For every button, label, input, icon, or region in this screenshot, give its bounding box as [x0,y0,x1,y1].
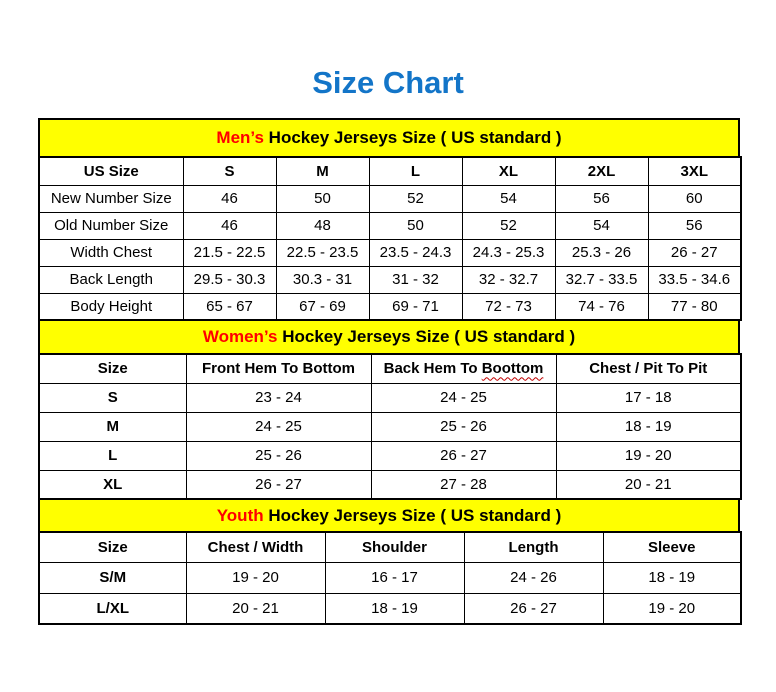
header-cell: Front Hem To Bottom [186,354,371,383]
mens-size-table [38,156,742,321]
header-row [39,532,741,562]
data-cell: 26 - 27 [186,470,371,499]
section-title-text: Hockey Jerseys Size ( US standard ) [277,327,576,346]
header-cell: XL [462,157,555,185]
data-cell: 50 [276,185,369,212]
data-cell: 52 [369,185,462,212]
data-cell: 25 - 26 [371,412,556,441]
page-title: Size Chart [312,65,464,100]
data-cell: 26 - 27 [371,441,556,470]
row-label-cell: L [39,441,186,470]
table-row [39,185,741,212]
data-cell: 46 [183,185,276,212]
data-cell: 50 [369,212,462,239]
data-cell: 19 - 20 [186,562,325,593]
header-cell: Size [39,532,186,562]
data-cell: 32 - 32.7 [462,266,555,293]
table-row [39,562,741,593]
data-cell: 22.5 - 23.5 [276,239,369,266]
header-row [39,157,741,185]
table-row [39,593,741,624]
data-cell: 19 - 20 [556,441,741,470]
data-cell: 27 - 28 [371,470,556,499]
table-row [39,441,741,470]
row-label-cell: Body Height [39,293,183,320]
header-cell: 2XL [555,157,648,185]
data-cell: 48 [276,212,369,239]
youth-size-table [38,531,742,625]
data-cell: 74 - 76 [555,293,648,320]
data-cell: 18 - 19 [325,593,464,624]
misspelled-word: Boottom [481,360,544,378]
row-label-cell: Old Number Size [39,212,183,239]
table-row [39,293,741,320]
data-cell: 26 - 27 [648,239,741,266]
data-cell: 33.5 - 34.6 [648,266,741,293]
data-cell: 72 - 73 [462,293,555,320]
data-cell: 31 - 32 [369,266,462,293]
header-cell: Chest / Width [186,532,325,562]
row-label-cell: Back Length [39,266,183,293]
data-cell: 77 - 80 [648,293,741,320]
data-cell: 65 - 67 [183,293,276,320]
data-cell: 29.5 - 30.3 [183,266,276,293]
data-cell: 16 - 17 [325,562,464,593]
data-cell: 24 - 25 [186,412,371,441]
womens-section-header [38,319,740,355]
data-cell: 23.5 - 24.3 [369,239,462,266]
row-label-cell: M [39,412,186,441]
header-cell: L [369,157,462,185]
data-cell: 23 - 24 [186,383,371,412]
data-cell: 67 - 69 [276,293,369,320]
size-tables [38,118,740,625]
table-row [39,470,741,499]
data-cell: 20 - 21 [186,593,325,624]
header-cell: S [183,157,276,185]
table-row [39,266,741,293]
data-cell: 25 - 26 [186,441,371,470]
data-cell: 32.7 - 33.5 [555,266,648,293]
section-title-highlight: Youth [216,506,264,525]
row-label-cell: XL [39,470,186,499]
header-cell: Size [39,354,186,383]
mens-section-header [38,118,740,158]
header-cell: Length [464,532,603,562]
data-cell: 52 [462,212,555,239]
row-label-cell: Width Chest [39,239,183,266]
data-cell: 54 [555,212,648,239]
header-cell [371,354,556,383]
section-title-text: Hockey Jerseys Size ( US standard ) [263,506,562,525]
data-cell: 69 - 71 [369,293,462,320]
header-cell: US Size [39,157,183,185]
data-cell: 54 [462,185,555,212]
row-label-cell: S [39,383,186,412]
data-cell: 30.3 - 31 [276,266,369,293]
data-cell: 56 [555,185,648,212]
data-cell: 21.5 - 22.5 [183,239,276,266]
womens-size-table [38,353,742,500]
table-row [39,383,741,412]
data-cell: 24 - 26 [464,562,603,593]
section-title-highlight: Men’s [216,128,264,147]
table-row [39,239,741,266]
data-cell: 17 - 18 [556,383,741,412]
header-cell: Chest / Pit To Pit [556,354,741,383]
data-cell: 18 - 19 [603,562,741,593]
data-cell: 56 [648,212,741,239]
data-cell: 24 - 25 [371,383,556,412]
header-cell: M [276,157,369,185]
table-row [39,212,741,239]
youth-section-header [38,498,740,533]
header-cell-text: Back Hem To [383,360,482,378]
data-cell: 18 - 19 [556,412,741,441]
header-cell: Shoulder [325,532,464,562]
data-cell: 26 - 27 [464,593,603,624]
row-label-cell: S/M [39,562,186,593]
table-row [39,412,741,441]
header-cell: 3XL [648,157,741,185]
row-label-cell: L/XL [39,593,186,624]
row-label-cell: New Number Size [39,185,183,212]
data-cell: 46 [183,212,276,239]
data-cell: 19 - 20 [603,593,741,624]
data-cell: 25.3 - 26 [555,239,648,266]
data-cell: 24.3 - 25.3 [462,239,555,266]
header-row [39,354,741,383]
data-cell: 60 [648,185,741,212]
section-title-text: Hockey Jerseys Size ( US standard ) [263,128,562,147]
data-cell: 20 - 21 [556,470,741,499]
section-title-highlight: Women’s [202,327,278,346]
header-cell: Sleeve [603,532,741,562]
